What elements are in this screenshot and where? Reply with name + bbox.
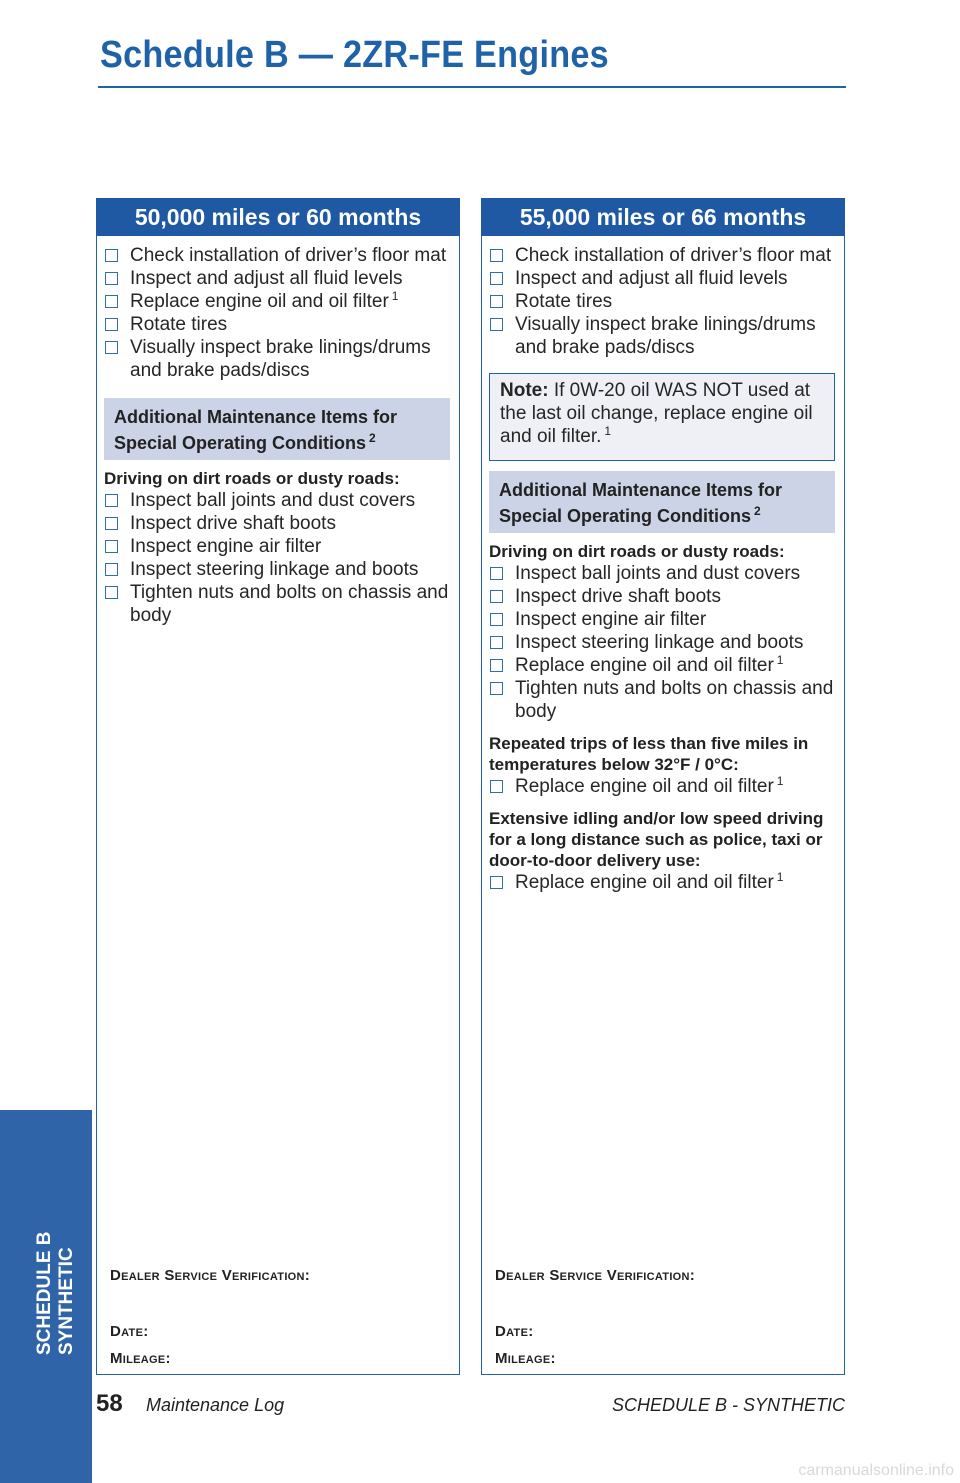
checklist-item-text: Inspect steering linkage and boots	[130, 559, 419, 580]
checklist-dirt-roads	[104, 489, 453, 627]
checklist-item-text: Tighten nuts and bolts on chassis and body	[130, 582, 449, 626]
checklist-item-text: Check installation of driver’s floor mat	[130, 245, 447, 266]
checklist-item	[489, 313, 838, 359]
page-number: 58	[96, 1390, 123, 1417]
title-rule	[98, 86, 846, 88]
checklist-item-text: Inspect engine air filter	[130, 536, 322, 557]
checklist-item-text: Inspect engine air filter	[515, 609, 707, 630]
checklist-item	[489, 608, 838, 631]
checklist-item-text: Replace engine oil and oil filter	[515, 655, 774, 676]
footnote-ref: 1	[776, 869, 784, 884]
checkbox-icon[interactable]	[105, 249, 118, 262]
checklist-item-text: Rotate tires	[130, 314, 228, 335]
footer-left-label: Maintenance Log	[146, 1395, 285, 1415]
checklist-item	[104, 512, 453, 535]
additional-maintenance-box	[104, 398, 450, 460]
checkbox-icon[interactable]	[105, 318, 118, 331]
checklist-item	[489, 775, 838, 798]
checklist	[104, 244, 453, 382]
checklist-item-text: Replace engine oil and oil filter	[515, 872, 774, 893]
checklist-item-text: Rotate tires	[515, 291, 613, 312]
side-tab-line-2: SYNTHETIC	[56, 1247, 77, 1355]
interval-header: 50,000 miles or 60 months	[96, 198, 460, 236]
checklist-item	[104, 290, 453, 313]
checkbox-icon[interactable]	[490, 613, 503, 626]
footnote-ref: 2	[369, 431, 376, 445]
dealer-verification-label: Dealer Service Verification:	[110, 1267, 311, 1284]
checkbox-icon[interactable]	[490, 876, 503, 889]
checklist-item-text: Inspect drive shaft boots	[515, 586, 721, 607]
checkbox-icon[interactable]	[490, 567, 503, 580]
additional-maintenance-title: Additional Maintenance Items for	[114, 407, 398, 427]
checklist-item-text: Inspect and adjust all fluid levels	[515, 268, 788, 289]
mileage-label: Mileage:	[110, 1350, 171, 1367]
mileage-label: Mileage:	[495, 1350, 556, 1367]
checkbox-icon[interactable]	[105, 341, 118, 354]
date-label: Date:	[495, 1323, 534, 1340]
additional-maintenance-subtitle: Special Operating Conditions	[114, 433, 367, 453]
footnote-ref: 2	[754, 504, 761, 518]
checklist-item	[104, 581, 453, 627]
checklist-item	[489, 654, 838, 677]
interval-55000-panel	[481, 198, 845, 1375]
interval-50000-panel	[96, 198, 460, 1375]
checklist-item-text: Replace engine oil and oil filter	[130, 291, 389, 312]
checklist-item	[489, 562, 838, 585]
additional-maintenance-title: Additional Maintenance Items for	[499, 480, 783, 500]
footnote-ref: 1	[604, 423, 612, 438]
note-text: If 0W-20 oil WAS NOT used at the last oil change, replace engine oil and oil filter.	[500, 380, 813, 447]
footer-right-label: SCHEDULE B - SYNTHETIC	[611, 1395, 845, 1415]
checkbox-icon[interactable]	[105, 563, 118, 576]
checkbox-icon[interactable]	[490, 295, 503, 308]
checklist-item-text: Inspect ball joints and dust covers	[515, 563, 801, 584]
page-title: Schedule B — 2ZR-FE Engines	[100, 34, 609, 76]
checkbox-icon[interactable]	[490, 780, 503, 793]
condition-heading-dirt-roads: Driving on dirt roads or dusty roads:	[104, 469, 400, 488]
side-tab-line-1: SCHEDULE B	[34, 1231, 55, 1355]
checklist-item-text: Visually inspect brake linings/drums and brake pads/discs	[515, 314, 816, 358]
checkbox-icon[interactable]	[105, 272, 118, 285]
additional-maintenance-subtitle: Special Operating Conditions	[499, 506, 752, 526]
checklist	[489, 244, 838, 359]
checklist-item-text: Inspect ball joints and dust covers	[130, 490, 416, 511]
checklist-cold-short-trips	[489, 775, 838, 798]
checkbox-icon[interactable]	[490, 272, 503, 285]
footnote-ref: 1	[776, 773, 784, 788]
footnote-ref: 1	[776, 652, 784, 667]
checklist-item-text: Inspect and adjust all fluid levels	[130, 268, 403, 289]
checklist-item-text: Inspect steering linkage and boots	[515, 632, 804, 653]
checklist-item	[489, 677, 838, 723]
checklist-item	[489, 871, 838, 894]
checkbox-icon[interactable]	[490, 318, 503, 331]
checklist-item-text: Tighten nuts and bolts on chassis and body	[515, 678, 834, 722]
checklist-item	[489, 585, 838, 608]
checklist-item-text: Replace engine oil and oil filter	[515, 776, 774, 797]
condition-heading-cold-short-trips: Repeated trips of less than five miles in temperatures below 32°F / 0°C:	[489, 734, 809, 774]
checklist-item-text: Inspect drive shaft boots	[130, 513, 336, 534]
note-label: Note:	[500, 380, 549, 401]
additional-maintenance-box	[489, 471, 835, 533]
checklist-item	[104, 267, 453, 290]
checklist-item	[104, 489, 453, 512]
checklist-item-text: Visually inspect brake linings/drums and brake pads/discs	[130, 337, 431, 381]
checkbox-icon[interactable]	[105, 540, 118, 553]
checklist-item	[104, 244, 453, 267]
interval-header: 55,000 miles or 66 months	[481, 198, 845, 236]
checklist-item	[489, 290, 838, 313]
footnote-ref: 1	[391, 288, 399, 303]
checkbox-icon[interactable]	[105, 586, 118, 599]
checkbox-icon[interactable]	[490, 659, 503, 672]
section-side-tab-label	[34, 1231, 78, 1355]
checklist-item	[104, 558, 453, 581]
checklist-item	[489, 631, 838, 654]
date-label: Date:	[110, 1323, 149, 1340]
checklist-item	[104, 313, 453, 336]
checklist-dirt-roads	[489, 562, 838, 723]
condition-heading-idling: Extensive idling and/or low speed driving for a long distance such as police, taxi or door-to-door delivery use:	[489, 809, 824, 870]
checklist-item-text: Check installation of driver’s floor mat	[515, 245, 832, 266]
checkbox-icon[interactable]	[490, 249, 503, 262]
checkbox-icon[interactable]	[490, 682, 503, 695]
checklist-item	[489, 244, 838, 267]
dealer-verification-label: Dealer Service Verification:	[495, 1267, 696, 1284]
checklist-item	[489, 267, 838, 290]
watermark: carmanualsonline.info	[798, 1462, 954, 1479]
note-box	[489, 373, 835, 461]
checkbox-icon[interactable]	[105, 494, 118, 507]
checkbox-icon[interactable]	[105, 295, 118, 308]
checklist-item	[104, 535, 453, 558]
checkbox-icon[interactable]	[490, 636, 503, 649]
checklist-item	[104, 336, 453, 382]
checklist-idling	[489, 871, 838, 894]
checkbox-icon[interactable]	[490, 590, 503, 603]
condition-heading-dirt-roads: Driving on dirt roads or dusty roads:	[489, 542, 785, 561]
checkbox-icon[interactable]	[105, 517, 118, 530]
